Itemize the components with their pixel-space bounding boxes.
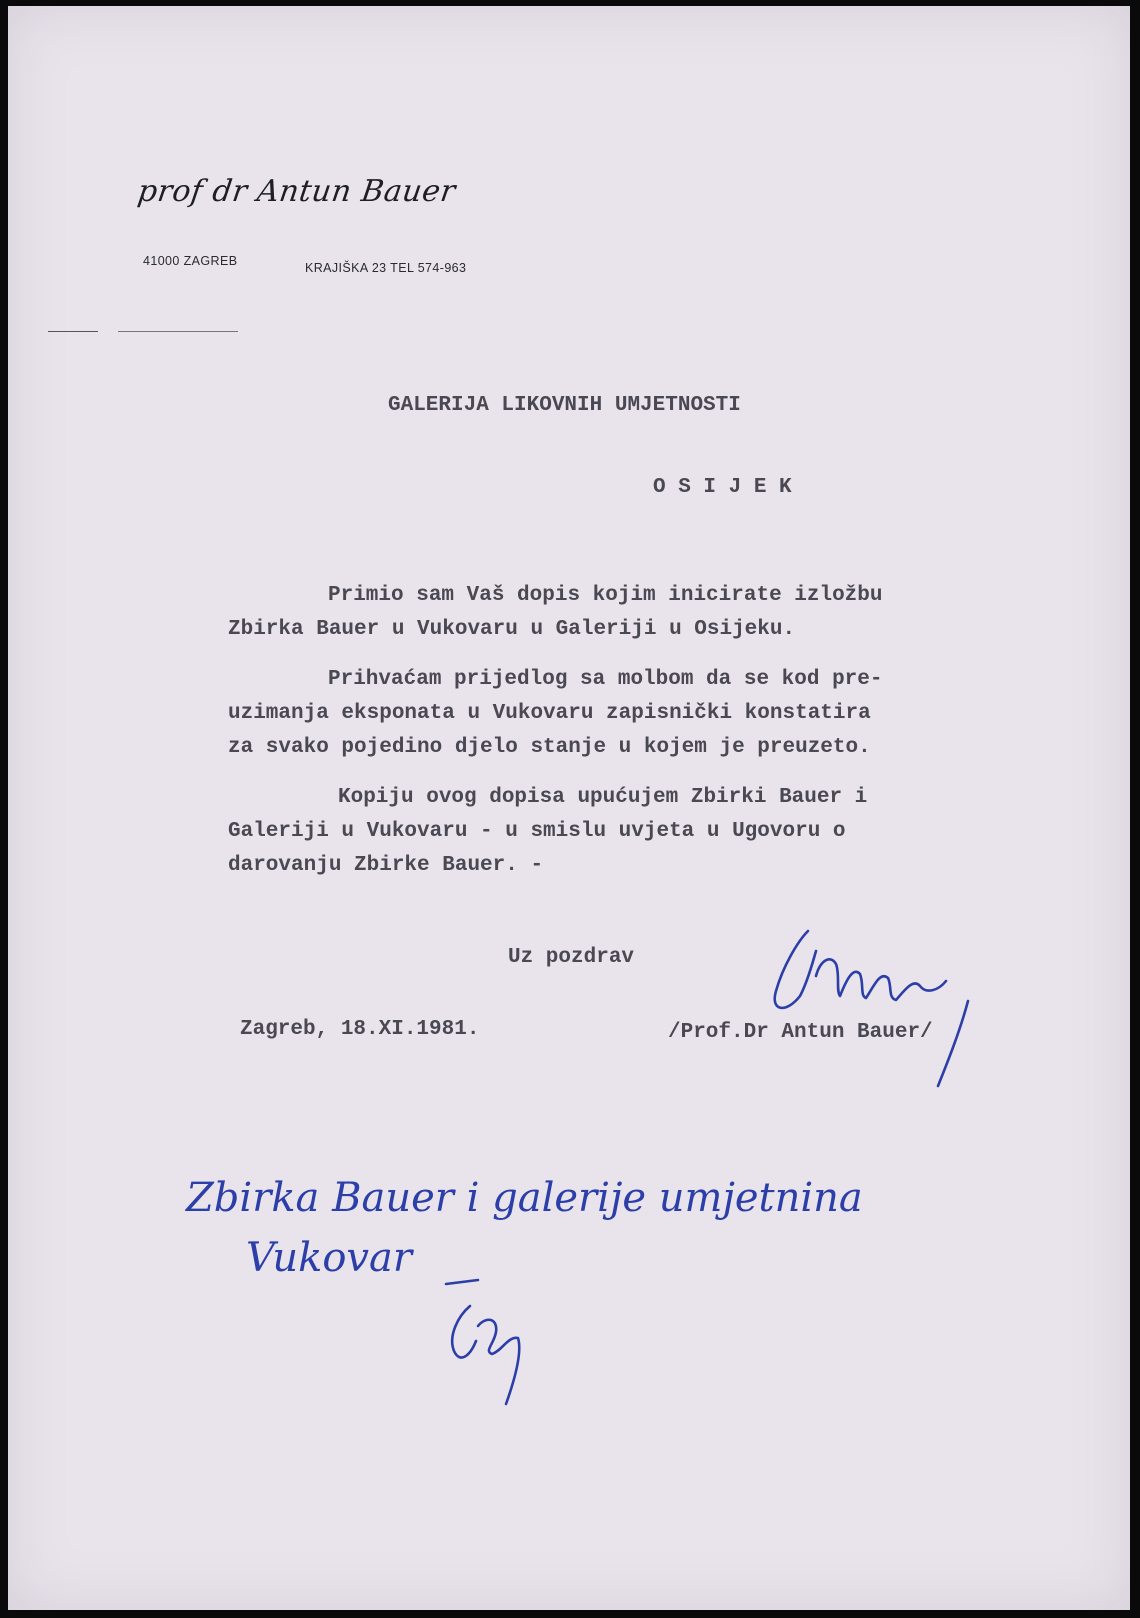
letterhead-name: prof dr Antun Bauer — [135, 174, 458, 209]
body-line: Primio sam Vaš dopis kojim inicirate izložbu — [328, 584, 883, 607]
letterhead-address: KRAJIŠKA 23 TEL 574-963 — [305, 261, 467, 275]
recipient-institution: GALERIJA LIKOVNIH UMJETNOSTI — [388, 394, 741, 417]
closing-greeting: Uz pozdrav — [508, 946, 635, 969]
body-line: Prihvaćam prijedlog sa molbom da se kod pre- — [328, 668, 883, 691]
letterhead-city: 41000 ZAGREB — [143, 254, 238, 268]
body-line: darovanju Zbirke Bauer. - — [228, 854, 544, 877]
body-line: Galeriji u Vukovaru - u smislu uvjeta u Ugovoru o — [228, 820, 846, 843]
recipient-city: O S I J E K — [653, 476, 792, 499]
handwriting-layer — [8, 6, 1130, 1610]
body-line: uzimanja eksponata u Vukovaru zapisnički konstatira — [228, 702, 871, 725]
signature — [775, 931, 968, 1086]
closing-signatory: /Prof.Dr Antun Bauer/ — [668, 1021, 933, 1044]
initials-mark — [446, 1280, 519, 1404]
body-line: Zbirka Bauer u Vukovaru u Galeriji u Osijeku. — [228, 618, 796, 641]
handwritten-note-line: Vukovar — [246, 1235, 412, 1281]
handwritten-note-line: Zbirka Bauer i galerije umjetnina — [186, 1175, 863, 1221]
body-line: za svako pojedino djelo stanje u kojem je preuzeto. — [228, 736, 871, 759]
body-line: Kopiju ovog dopisa upućujem Zbirki Bauer i — [338, 786, 868, 809]
letter-page — [8, 6, 1130, 1610]
closing-place-date: Zagreb, 18.XI.1981. — [240, 1018, 480, 1041]
